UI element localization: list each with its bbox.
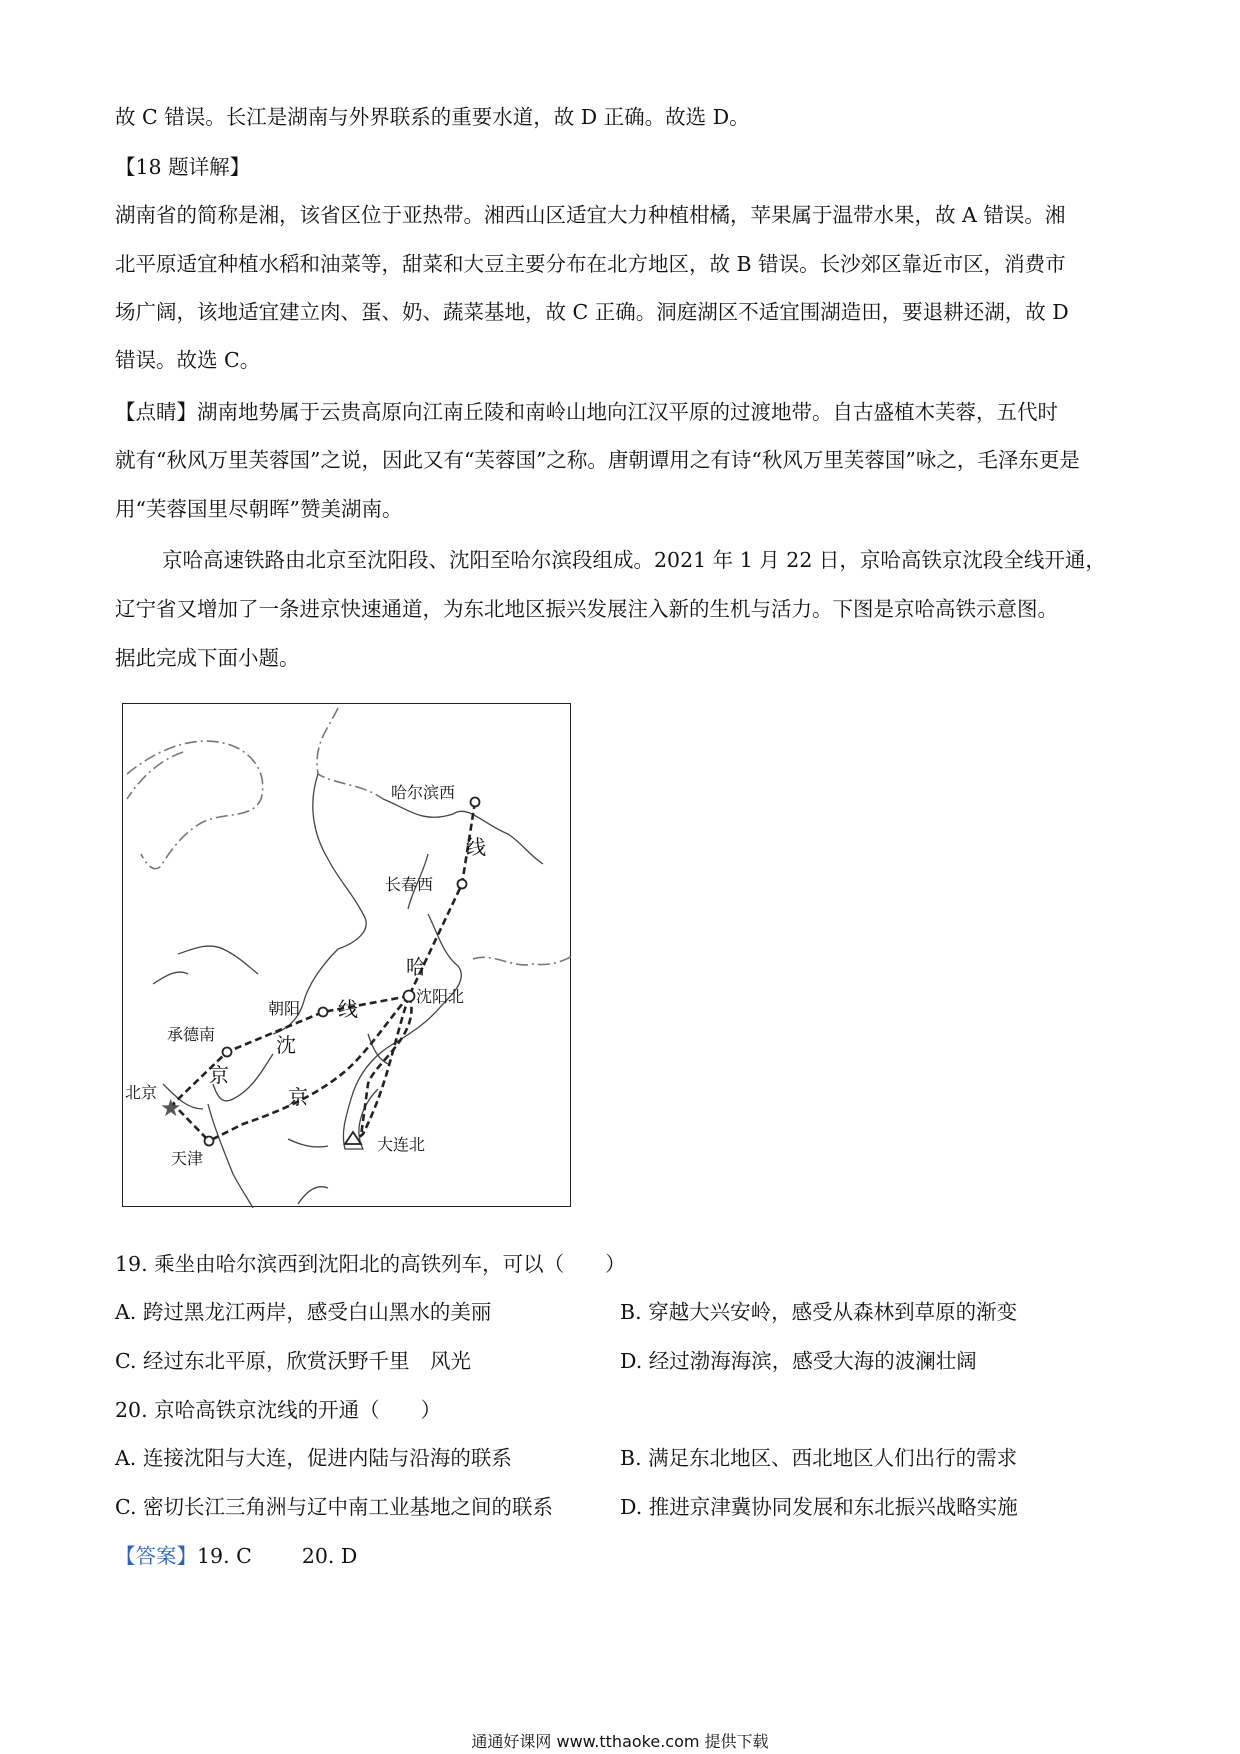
border-line	[473, 956, 572, 965]
station-harbin-marker	[471, 798, 480, 807]
border-line	[127, 752, 183, 799]
station-label-chaoyang: 朝阳	[268, 999, 301, 1018]
line-label-xian-1: 线	[466, 835, 486, 859]
map-svg	[123, 704, 572, 1208]
intro-line-2: 辽宁省又增加了一条进京快速通道，为东北地区振兴发展注入新的生机与活力。下图是京哈高铁示意图。	[115, 597, 1058, 621]
railway-dalian-b	[361, 996, 411, 1136]
text-line-5: 场广阔，该地适宜建立肉、蛋、奶、蔬菜基地，故 C 正确。洞庭湖区不适宜围湖造田，要退耕还湖，故 D	[115, 300, 1069, 324]
line-label-jing-2: 京	[288, 1085, 308, 1109]
answer-line	[115, 1541, 357, 1571]
station-shenyang-marker	[404, 991, 415, 1002]
coast-line	[288, 1139, 328, 1147]
province-line	[383, 799, 543, 864]
answer-20: 20. D	[301, 1544, 358, 1568]
line-label-xian-2: 线	[338, 997, 358, 1021]
answer-19: 19. C	[197, 1544, 252, 1568]
line-label-shen: 沈	[276, 1033, 296, 1057]
station-label-beijing: 北京	[125, 1083, 158, 1102]
q19-option-c: C. 经过东北平原，欣赏沃野千里 风光	[115, 1349, 471, 1373]
beijing-star-icon: ★	[160, 1094, 182, 1122]
text-line-1: 故 C 错误。长江是湖南与外界联系的重要水道，故 D 正确。故选 D。	[115, 105, 750, 129]
q20-option-c: C. 密切长江三角洲与辽中南工业基地之间的联系	[115, 1495, 553, 1519]
station-label-harbin: 哈尔滨西	[391, 783, 456, 802]
text-line-6: 错误。故选 C。	[115, 348, 261, 372]
station-chaoyang-marker	[319, 1008, 328, 1017]
intro-line-1: 京哈高速铁路由北京至沈阳段、沈阳至哈尔滨段组成。2021 年 1 月 22 日，京哈高铁京沈段全线开通，	[162, 548, 1106, 572]
border-line	[317, 708, 383, 799]
q19-stem: 19. 乘坐由哈尔滨西到沈阳北的高铁列车，可以（ ）	[115, 1252, 626, 1276]
station-label-tianjin: 天津	[171, 1149, 204, 1168]
page-footer: 通通好课网 www.tthaoke.com 提供下载	[471, 1732, 769, 1751]
q19-option-a: A. 跨过黑龙江两岸，感受白山黑水的美丽	[115, 1300, 492, 1324]
text-line-8: 就有“秋风万里芙蓉国”之说，因此又有“芙蓉国”之称。唐朝谭用之有诗“秋风万里芙蓉国”咏之，毛泽东更是	[115, 448, 1080, 472]
station-changchun-marker	[458, 880, 467, 889]
q20-option-b: B. 满足东北地区、西北地区人们出行的需求	[620, 1446, 1018, 1470]
answer-label: 【答案】	[115, 1544, 197, 1568]
q20-stem: 20. 京哈高铁京沈线的开通（ ）	[115, 1398, 442, 1422]
text-line-7: 【点睛】湖南地势属于云贵高原向江南丘陵和南岭山地向江汉平原的过渡地带。自古盛植木芙蓉，五代时	[115, 400, 1058, 424]
station-label-chengde: 承德南	[167, 1025, 216, 1044]
line-label-jing-1: 京	[209, 1063, 229, 1087]
section-heading-18: 【18 题详解】	[115, 155, 251, 179]
station-label-dalian: 大连北	[377, 1135, 426, 1154]
q20-option-a: A. 连接沈阳与大连，促进内陆与沿海的联系	[115, 1446, 512, 1470]
coast-line	[153, 972, 188, 984]
q19-option-d: D. 经过渤海海滨，感受大海的波澜壮阔	[620, 1349, 977, 1373]
province-line	[343, 914, 461, 1149]
intro-line-3: 据此完成下面小题。	[115, 646, 300, 670]
railway-dalian	[353, 996, 409, 1142]
border-line	[127, 741, 263, 869]
station-tianjin-marker	[205, 1137, 214, 1146]
text-line-9: 用“芙蓉国里尽朝晖”赞美湖南。	[115, 497, 403, 521]
coast-line	[273, 949, 338, 1034]
station-label-shenyang: 沈阳北	[416, 987, 465, 1006]
coast-line	[208, 1104, 253, 1208]
station-chengde-marker	[223, 1048, 232, 1057]
q19-option-b: B. 穿越大兴安岭，感受从森林到草原的渐变	[620, 1300, 1018, 1324]
coast-line	[298, 1187, 328, 1204]
province-line	[313, 774, 366, 949]
railway-map	[122, 703, 571, 1207]
text-line-4: 北平原适宜种植水稻和油菜等，甜菜和大豆主要分布在北方地区，故 B 错误。长沙郊区靠近市区，消费市	[115, 252, 1066, 276]
line-label-ha: 哈	[406, 955, 426, 979]
text-line-3: 湖南省的简称是湘，该省区位于亚热带。湘西山区适宜大力种植柑橘，苹果属于温带水果，故 A 错误。湘	[115, 203, 1066, 227]
coast-line	[178, 946, 258, 974]
q20-option-d: D. 推进京津冀协同发展和东北振兴战略实施	[620, 1495, 1018, 1519]
station-label-changchun: 长春西	[385, 875, 434, 894]
